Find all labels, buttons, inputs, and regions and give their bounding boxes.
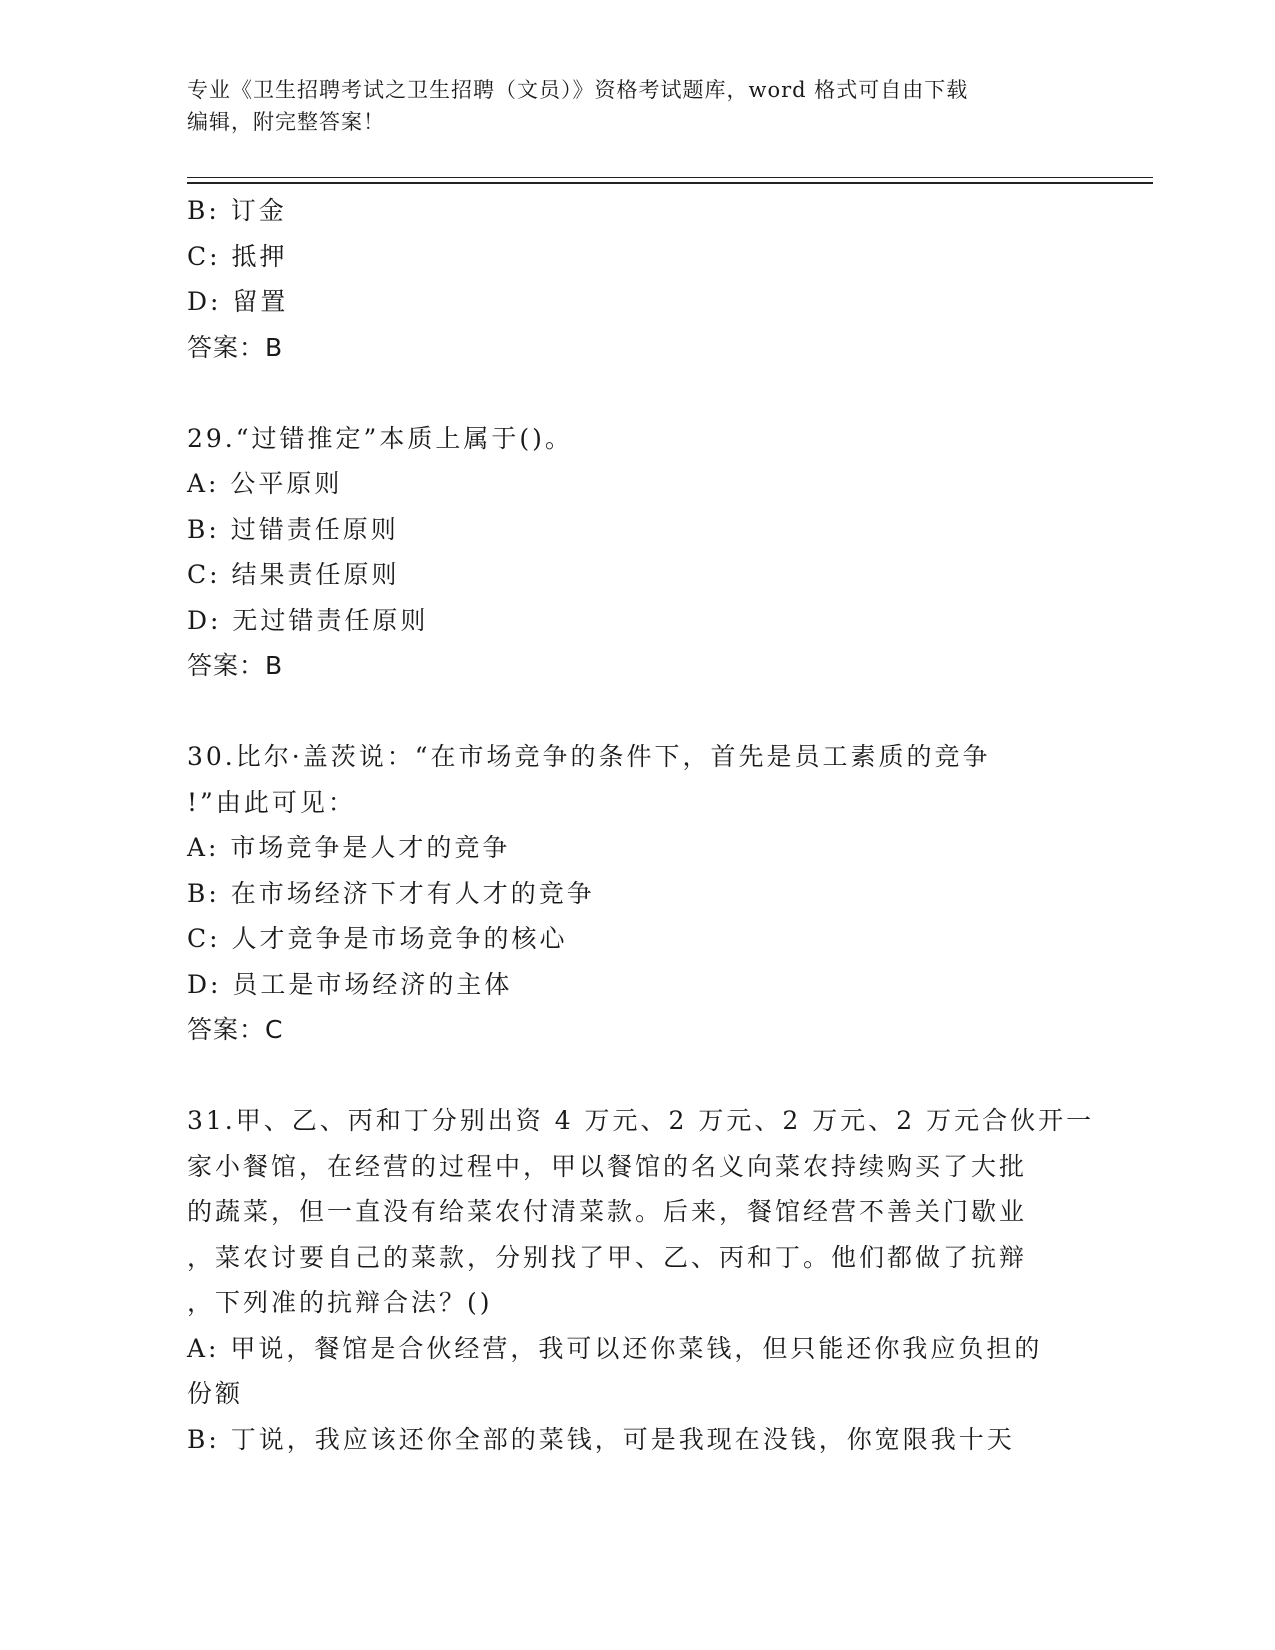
q31-option-b: B: 丁说，我应该还你全部的菜钱，可是我现在没钱，你宽限我十天 [187,1424,1015,1454]
q29-option-d: D: 无过错责任原则 [187,605,429,635]
spacer [187,370,1087,416]
header-divider-top [187,177,1153,178]
q31-stem-line-5: ，下列准的抗辩合法？() [187,1288,493,1317]
q31-stem-line-3: 的蔬菜，但一直没有给菜农付清菜款。后来，餐馆经营不善关门歇业 [187,1197,1028,1226]
header-title-line-1: 专业《卫生招聘考试之卫生招聘（文员）》资格考试题库，word 格式可自由下载 [187,78,969,102]
q30-option-a: A: 市场竞争是人才的竞争 [187,833,511,862]
q30-option-b: B: 在市场经济下才有人才的竞争 [187,878,595,908]
q30-stem-line-1: 30.比尔·盖茨说：“在市场竞争的条件下，首先是员工素质的竞争 [187,742,991,771]
q30-option-c: C: 人才竞争是市场竞争的核心 [187,924,568,953]
q31-option-a-line-2: 份额 [187,1379,244,1408]
q31-option-a-line-1: A: 甲说，餐馆是合伙经营，我可以还你菜钱，但只能还你我应负担的 [187,1333,1043,1363]
question-29 [187,416,1087,689]
q28-option-d: D: 留置 [187,287,289,316]
question-30 [187,734,1087,1053]
q31-stem-line-2: 家小餐馆，在经营的过程中，甲以餐馆的名义向菜农持续购买了大批 [187,1151,1028,1181]
q30-stem-line-2: !”由此可见： [187,787,356,817]
spacer [187,689,1087,735]
q29-option-b: B: 过错责任原则 [187,514,399,544]
document-header [187,74,1087,138]
q29-stem: 29.“过错推定”本质上属于()。 [187,423,573,453]
q29-answer: 答案：B [187,651,284,680]
q28-answer: 答案：B [187,332,284,362]
question-31 [187,1098,1095,1462]
q31-stem-line-4: ，菜农讨要自己的菜款，分别找了甲、乙、丙和丁。他们都做了抗辩 [187,1242,1028,1272]
header-title-line-2: 编辑，附完整答案！ [187,110,385,134]
spacer [187,1053,1087,1099]
q28-option-c: C: 抵押 [187,241,288,271]
q28-option-b: B: 订金 [187,196,287,225]
q31-stem-line-1: 31.甲、乙、丙和丁分别出资 4 万元、2 万元、2 万元、2 万元合伙开一 [187,1106,1095,1135]
header-divider-bottom [187,182,1153,184]
q30-option-d: D: 员工是市场经济的主体 [187,969,513,999]
q29-option-c: C: 结果责任原则 [187,560,400,589]
question-28-tail [187,188,1087,370]
q30-answer: 答案：C [187,1015,284,1044]
question-content [187,188,1095,1462]
q29-option-a: A: 公平原则 [187,469,343,498]
